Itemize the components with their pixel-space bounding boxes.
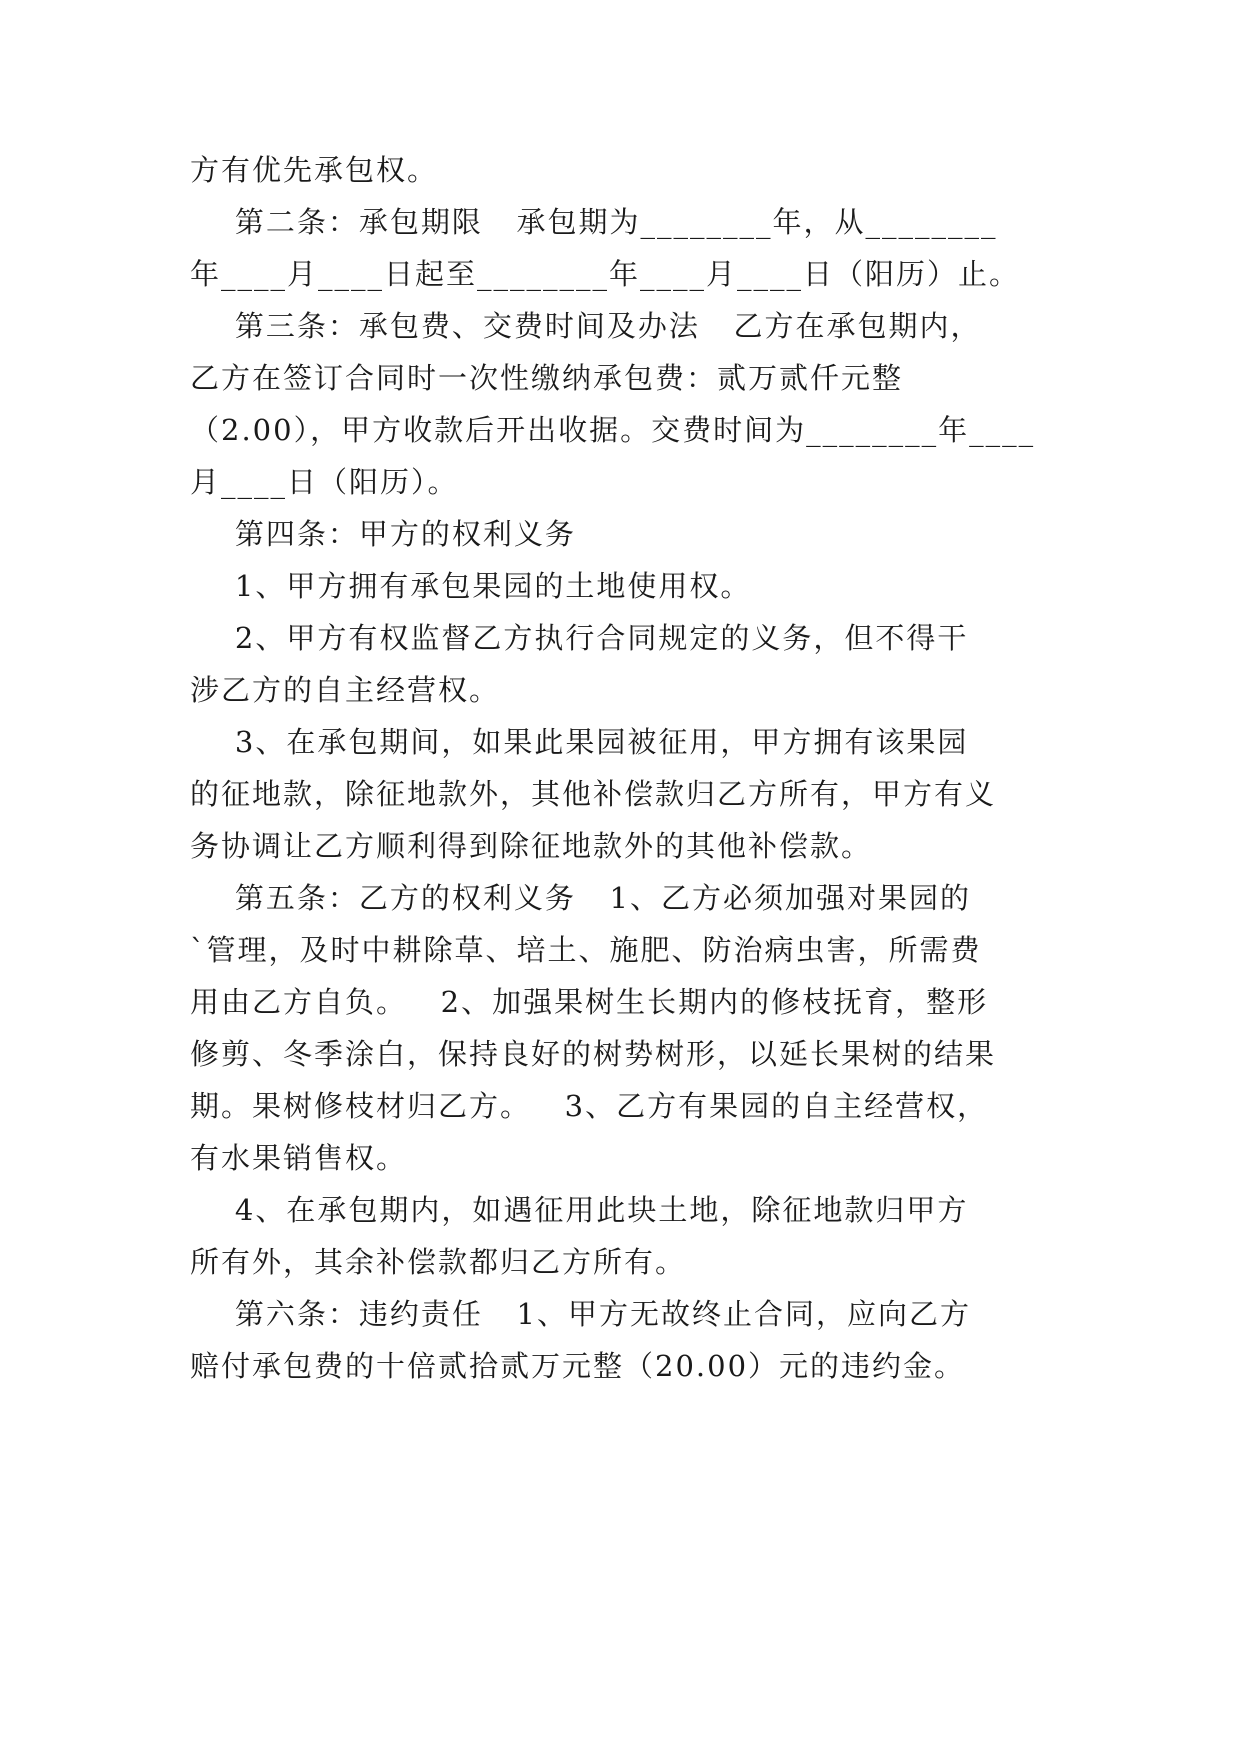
text-line: 务协调让乙方顺利得到除征地款外的其他补偿款。 xyxy=(190,829,873,863)
text-line: 1、甲方拥有承包果园的土地使用权。 xyxy=(190,569,752,603)
text-line: 赔付承包费的十倍贰拾贰万元整（20.00）元的违约金。 xyxy=(190,1349,966,1383)
text-line: 3、在承包期间，如果此果园被征用，甲方拥有该果园 xyxy=(190,725,969,759)
text-line: 4、在承包期内，如遇征用此块土地，除征地款归甲方 xyxy=(190,1193,969,1227)
text-line: 乙方在签订合同时一次性缴纳承包费：贰万贰仟元整 xyxy=(190,361,904,395)
text-line: 方有优先承包权。 xyxy=(190,153,439,187)
text-line: 有水果销售权。 xyxy=(190,1141,408,1175)
text-line: 月____日（阳历）。 xyxy=(190,465,459,499)
text-line: 涉乙方的自主经营权。 xyxy=(190,673,501,707)
text-line: `管理，及时中耕除草、培土、施肥、防治病虫害，所需费 xyxy=(190,933,982,967)
text-line: 用由乙方自负。 2、加强果树生长期内的修枝抚育，整形 xyxy=(190,985,989,1019)
text-line: 年____月____日起至________年____月____日（阳历）止。 xyxy=(190,257,1021,291)
text-line: （2.00），甲方收款后开出收据。交费时间为________年____ xyxy=(190,413,1036,447)
text-line: 所有外，其余补偿款都归乙方所有。 xyxy=(190,1245,687,1279)
text-line: 第五条：乙方的权利义务 1、乙方必须加强对果园的 xyxy=(190,881,971,915)
text-line: 期。果树修枝材归乙方。 3、乙方有果园的自主经营权， xyxy=(190,1089,989,1123)
text-line: 第四条：甲方的权利义务 xyxy=(190,517,576,551)
text-line: 第六条：违约责任 1、甲方无故终止合同，应向乙方 xyxy=(190,1297,971,1331)
text-line: 第三条：承包费、交费时间及办法 乙方在承包期内， xyxy=(190,309,982,343)
text-line: 2、甲方有权监督乙方执行合同规定的义务，但不得干 xyxy=(190,621,969,655)
text-line: 修剪、冬季涂白，保持良好的树势树形，以延长果树的结果 xyxy=(190,1037,997,1071)
text-line: 第二条：承包期限 承包期为________年，从________ xyxy=(190,205,998,239)
text-line: 的征地款，除征地款外，其他补偿款归乙方所有，甲方有义 xyxy=(190,777,997,811)
